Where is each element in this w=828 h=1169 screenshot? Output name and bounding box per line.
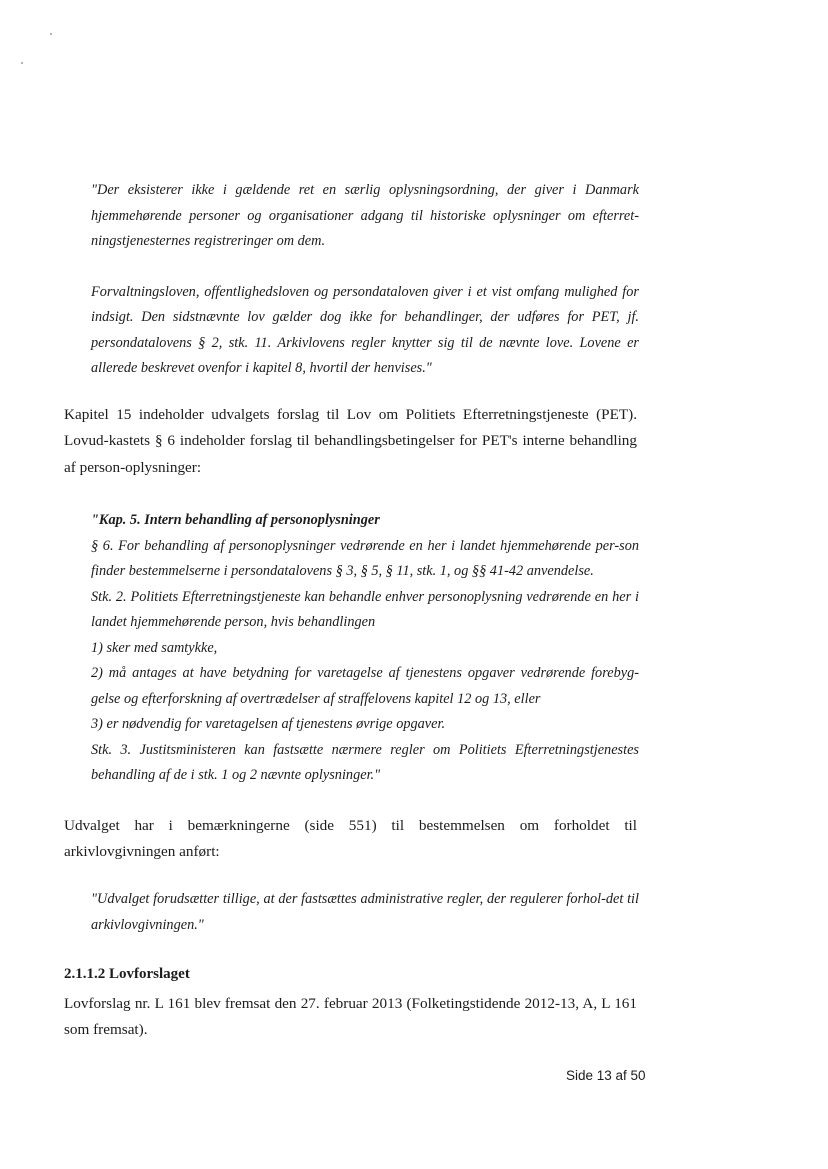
quote-paragraph: Forvaltningsloven, offentlighedsloven og persondataloven giver i et vist omfang mulighed for indsigt. Den sidstnævnte lov gælder dog ikke for behandlinger, der udføres for PET, jf. persondatalovens § 2, stk. 11. Arkivlovens regler knytter sig til de nævnte love. Lovene er allerede beskrevet ovenfor i kapitel 8, hvortil der henvises."	[91, 283, 639, 376]
paragraph-text: Lovforslag nr. L 161 blev fremsat den 27. februar 2013 (Folketingstidende 2012-13, A, L 161 som fremsat).	[64, 995, 637, 1039]
paragraph-text: Udvalget har i bemærkningerne (side 551) til bestemmelsen om forholdet til arkivlovgivningen anført:	[64, 817, 637, 861]
quote-line: Stk. 2. Politiets Efterretningstjeneste kan behandle enhver personoplysning vedrørende en her i landet hjemmehørende person, hvis behandlingen	[91, 588, 639, 630]
quote-line: Stk. 3. Justitsministeren kan fastsætte nærmere regler om Politiets Efterretningstjenestes behandling af de i stk. 1 og 2 nævnte oplysninger."	[91, 741, 639, 783]
quote-line: 2) må antages at have betydning for varetagelse af tjenestens opgaver vedrørende forebyg-gelse og efterforskning af overtrædelser af straffelovens kapitel 12 og 13, eller	[91, 665, 639, 707]
quote-paragraph: "Udvalget forudsætter tillige, at der fastsættes administrative regler, der regulerer forhol-det til arkivlovgivningen."	[91, 891, 639, 933]
page-number: Side 13 af 50	[566, 1068, 646, 1083]
quote-law-draft	[91, 508, 639, 789]
section-heading: 2.1.1.2 Lovforslaget	[64, 966, 190, 982]
quote-line: 1) sker med samtykke,	[91, 639, 218, 656]
quote-line: § 6. For behandling af personoplysninger vedrørende en her i landet hjemmehørende per-son finder bestemmelserne i persondatalovens § 3, § 5, § 11, stk. 1, og §§ 41-42 anvendelse.	[91, 537, 639, 579]
quote-archive-legislation	[91, 887, 639, 938]
paragraph-committee-remarks	[64, 813, 637, 866]
quote-archive-access	[91, 178, 639, 382]
scan-speck	[50, 33, 52, 35]
quote-line: 3) er nødvendig for varetagelsen af tjenestens øvrige opgaver.	[91, 716, 446, 732]
paragraph-chapter-15	[64, 402, 637, 481]
paragraph-text: Kapitel 15 indeholder udvalgets forslag til Lov om Politiets Efterretningstjeneste (PET). Lovud-kastets § 6 indeholder forslag til behandlingsbetingelser for PET's interne behandling af person-oplysninger:	[64, 406, 637, 476]
section-paragraph	[64, 991, 637, 1044]
scan-speck	[21, 62, 23, 64]
quote-heading: "Kap. 5. Intern behandling af personoplysninger	[91, 512, 380, 528]
quote-paragraph: "Der eksisterer ikke i gældende ret en særlig oplysningsordning, der giver i Danmark hjemmehørende personer og organisationer adgang til historiske oplysninger om efterret-ningstjenesternes registreringer om dem.	[91, 182, 639, 249]
